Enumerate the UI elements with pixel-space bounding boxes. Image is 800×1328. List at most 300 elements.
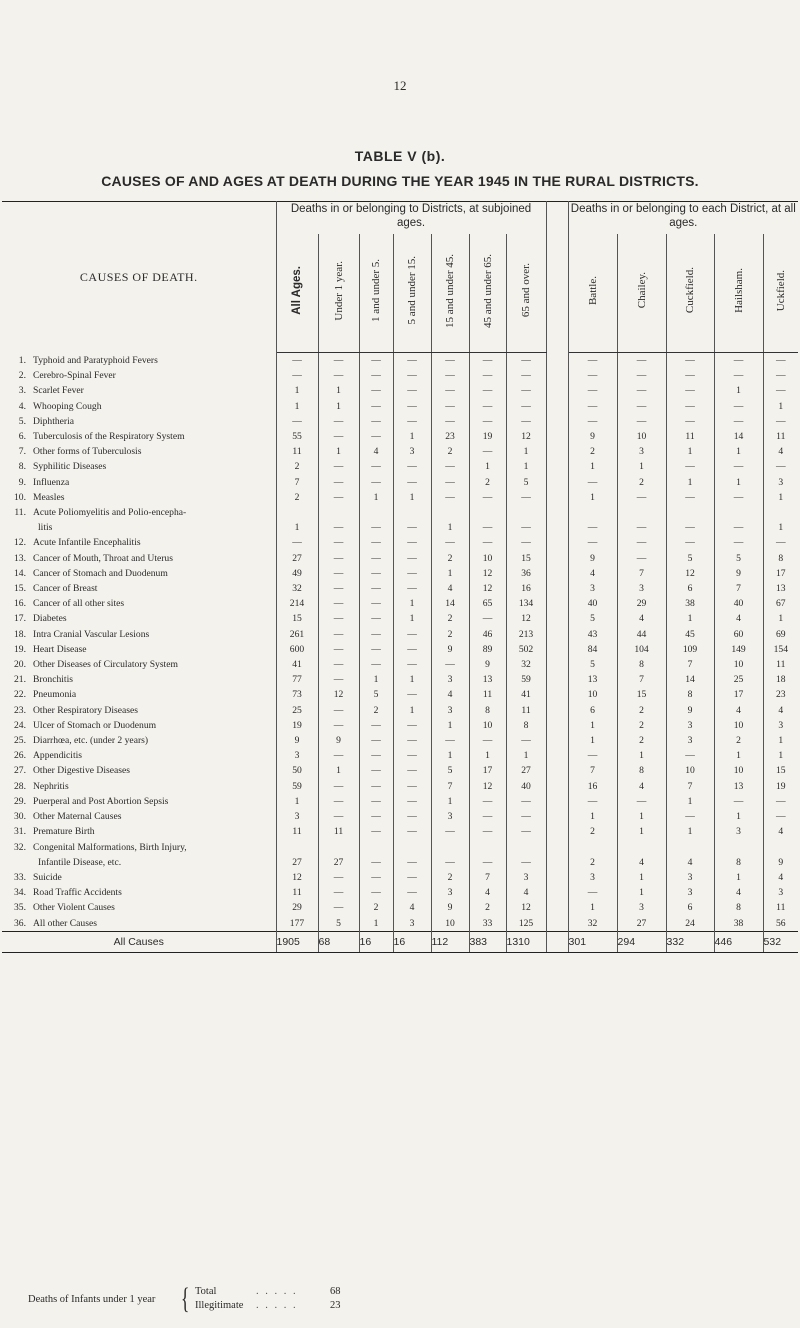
gap-cell <box>546 763 568 778</box>
value-cell: — <box>393 535 431 550</box>
value-cell: 1 <box>666 444 714 459</box>
value-cell: — <box>469 368 506 383</box>
cause-cell <box>2 383 276 398</box>
value-cell: 8 <box>778 552 784 564</box>
table-row <box>2 900 798 915</box>
value-cell: 2 <box>431 551 469 566</box>
cause-name: Premature Birth <box>33 826 95 838</box>
value-cell: — <box>359 870 393 885</box>
table-row <box>2 368 798 383</box>
table-row <box>2 581 798 596</box>
value-cell: 11 <box>666 429 714 444</box>
cause-name: Measles <box>33 491 65 503</box>
value-cell: 1 <box>431 505 469 535</box>
value-cell: 12 <box>318 687 359 702</box>
value-cell: 14 <box>666 672 714 687</box>
value-cell: 6 <box>666 581 714 596</box>
row-number: 34. <box>14 887 26 899</box>
value-cell: 3 <box>506 870 546 885</box>
gap-cell <box>546 824 568 839</box>
value-cell: 3 <box>393 916 431 932</box>
cause-cell <box>2 414 276 429</box>
value-cell: 25 <box>714 672 763 687</box>
value-cell: 1 <box>778 400 784 412</box>
value-cell: 1 <box>617 824 666 839</box>
table-row <box>2 794 798 809</box>
hailsham-header: Hailsham. <box>714 234 763 353</box>
value-cell: 1 <box>318 763 359 778</box>
value-cell: — <box>568 505 617 535</box>
value-cell: 12 <box>469 779 506 794</box>
value-cell: 2 <box>568 444 617 459</box>
table-row <box>2 763 798 778</box>
value-cell: 3 <box>778 476 784 488</box>
value-cell: 2 <box>276 490 318 505</box>
table-row <box>2 748 798 763</box>
cause-cell <box>2 779 276 794</box>
row-number: 16. <box>14 598 26 610</box>
value-cell: 1 <box>778 491 784 503</box>
value-cell: 6 <box>568 703 617 718</box>
value-cell: 4 <box>431 581 469 596</box>
value-cell: 1 <box>617 809 666 824</box>
row-number: 26. <box>14 750 26 762</box>
value-cell: 11 <box>776 659 786 671</box>
row-number: 29. <box>14 795 26 807</box>
value-cell: 8 <box>666 687 714 702</box>
value-cell: — <box>431 824 469 839</box>
value-cell: 19 <box>469 429 506 444</box>
value-cell: 10 <box>431 916 469 932</box>
value-cell: — <box>393 475 431 490</box>
value-cell: — <box>617 505 666 535</box>
value-cell: — <box>506 399 546 414</box>
value-cell: — <box>318 459 359 474</box>
table-row <box>2 657 798 672</box>
value-cell: — <box>393 824 431 839</box>
value-cell: 2 <box>568 840 617 870</box>
value-cell: 45 <box>666 627 714 642</box>
value-cell: — <box>617 490 666 505</box>
value-cell: 5 <box>506 475 546 490</box>
cause-cell <box>2 399 276 414</box>
cause-cell <box>2 596 276 611</box>
value-cell: 12 <box>506 429 546 444</box>
value-cell: 2 <box>359 900 393 915</box>
cause-name: All other Causes <box>33 917 97 929</box>
value-cell: — <box>431 840 469 870</box>
row-number: 36. <box>14 917 26 929</box>
value-cell: 84 <box>568 642 617 657</box>
value-cell: 24 <box>666 916 714 932</box>
table-row <box>2 733 798 748</box>
total-cell: 1905 <box>276 931 318 952</box>
value-cell: 7 <box>276 475 318 490</box>
value-cell: — <box>775 385 786 397</box>
value-cell: 11 <box>318 824 359 839</box>
table-title: TABLE V (b). <box>354 148 446 164</box>
value-cell: — <box>359 824 393 839</box>
value-cell: 38 <box>714 916 763 932</box>
value-cell: 1 <box>778 750 784 762</box>
value-cell: 4 <box>568 566 617 581</box>
value-cell: — <box>359 399 393 414</box>
value-cell: 7 <box>714 581 763 596</box>
value-cell: 1 <box>714 444 763 459</box>
value-cell: — <box>666 383 714 398</box>
value-cell: — <box>666 414 714 429</box>
value-cell: — <box>359 840 393 870</box>
value-cell: 5 <box>714 551 763 566</box>
row-number: 33. <box>14 871 26 883</box>
value-cell: — <box>276 414 318 429</box>
cause-cell <box>2 687 276 702</box>
cause-cell <box>2 809 276 824</box>
value-cell: 8 <box>617 657 666 672</box>
cause-name: Other Maternal Causes <box>33 811 122 823</box>
value-cell: — <box>666 353 714 369</box>
value-cell: 11 <box>776 902 786 914</box>
value-cell: — <box>318 475 359 490</box>
ages-group-header: Deaths in or belonging to Districts, at subjoined ages. <box>276 202 546 235</box>
value-cell: 12 <box>506 611 546 626</box>
value-cell: — <box>393 779 431 794</box>
row-number: 24. <box>14 719 26 731</box>
value-cell: — <box>431 459 469 474</box>
total-cell: 112 <box>431 931 469 952</box>
value-cell: — <box>714 794 763 809</box>
total-cell: 1310 <box>506 931 546 952</box>
value-cell: 27 <box>276 840 318 870</box>
value-cell: 11 <box>506 703 546 718</box>
value-cell: 1 <box>393 672 431 687</box>
value-cell: — <box>775 461 786 473</box>
value-cell: 4 <box>714 703 763 718</box>
row-number: 3. <box>18 385 26 397</box>
value-cell: 19 <box>276 718 318 733</box>
table-row <box>2 383 798 398</box>
value-cell: 104 <box>617 642 666 657</box>
gap-cell <box>546 475 568 490</box>
cause-cell <box>2 763 276 778</box>
value-cell: 2 <box>431 444 469 459</box>
value-cell: 9 <box>666 703 714 718</box>
value-cell: 17 <box>469 763 506 778</box>
value-cell: 9 <box>778 856 784 868</box>
value-cell: 214 <box>276 596 318 611</box>
gap-cell <box>546 566 568 581</box>
value-cell: 10 <box>714 657 763 672</box>
value-cell: 4 <box>617 779 666 794</box>
cause-name: Bronchitis <box>33 674 73 686</box>
value-cell: 1 <box>617 748 666 763</box>
gap-cell <box>546 794 568 809</box>
value-cell: 13 <box>568 672 617 687</box>
table-row <box>2 627 798 642</box>
cause-cell <box>2 657 276 672</box>
value-cell: — <box>469 840 506 870</box>
cause-cell <box>2 490 276 505</box>
value-cell: — <box>393 642 431 657</box>
value-cell: 41 <box>276 657 318 672</box>
value-cell: 1 <box>666 611 714 626</box>
value-cell: 41 <box>506 687 546 702</box>
value-cell: — <box>506 353 546 369</box>
totals-label: All Causes <box>2 931 276 952</box>
value-cell: 2 <box>617 475 666 490</box>
value-cell: — <box>469 611 506 626</box>
value-cell: — <box>568 353 617 369</box>
value-cell: — <box>359 657 393 672</box>
row-number: 7. <box>18 446 26 458</box>
value-cell: 4 <box>714 885 763 900</box>
gap-cell <box>546 505 568 535</box>
value-cell: — <box>318 596 359 611</box>
value-cell: 1 <box>393 490 431 505</box>
value-cell: 3 <box>778 887 784 899</box>
infant-total-value: 68 <box>330 1286 341 1297</box>
cause-cell <box>2 718 276 733</box>
value-cell: 1 <box>714 475 763 490</box>
gap-cell <box>546 870 568 885</box>
value-cell: 17 <box>714 687 763 702</box>
value-cell: 16 <box>568 779 617 794</box>
value-cell: — <box>775 370 786 382</box>
districts-group-header: Deaths in or belonging to each District, at all ages. <box>570 203 796 229</box>
cause-name: Congenital Malformations, Birth Injury, <box>33 841 187 853</box>
value-cell: 177 <box>276 916 318 932</box>
value-cell: — <box>393 627 431 642</box>
value-cell: — <box>359 611 393 626</box>
value-cell: 43 <box>568 627 617 642</box>
cause-name: Acute Poliomyelitis and Polio-encepha- <box>33 507 187 519</box>
cause-cell <box>2 566 276 581</box>
value-cell: 3 <box>617 581 666 596</box>
value-cell: 7 <box>617 672 666 687</box>
value-cell: 10 <box>469 551 506 566</box>
gap-cell <box>546 733 568 748</box>
value-cell: — <box>318 870 359 885</box>
table-row <box>2 353 798 369</box>
value-cell: 9 <box>276 733 318 748</box>
value-cell: — <box>714 535 763 550</box>
value-cell: 1 <box>318 444 359 459</box>
cause-cell <box>2 611 276 626</box>
cause-name: Cerebro-Spinal Fever <box>33 370 116 382</box>
value-cell: 10 <box>666 763 714 778</box>
value-cell: 9 <box>431 900 469 915</box>
value-cell: 2 <box>714 733 763 748</box>
table-row <box>2 809 798 824</box>
value-cell: — <box>714 490 763 505</box>
row-number: 27. <box>14 765 26 777</box>
cause-name-continued: Infantile Disease, etc. <box>38 856 122 868</box>
value-cell: — <box>469 399 506 414</box>
value-cell: 44 <box>617 627 666 642</box>
gap-cell <box>546 672 568 687</box>
cause-name: Whooping Cough <box>33 400 102 412</box>
table-row <box>2 596 798 611</box>
row-number: 15. <box>14 583 26 595</box>
value-cell: — <box>431 399 469 414</box>
value-cell: — <box>506 490 546 505</box>
value-cell: — <box>359 566 393 581</box>
value-cell: 14 <box>431 596 469 611</box>
cause-name: Road Traffic Accidents <box>33 887 122 899</box>
value-cell: — <box>393 505 431 535</box>
value-cell: 9 <box>469 657 506 672</box>
value-cell: 1 <box>714 383 763 398</box>
value-cell: 1 <box>617 459 666 474</box>
causes-table <box>2 201 798 953</box>
value-cell: — <box>393 459 431 474</box>
row-number: 6. <box>18 431 26 443</box>
value-cell: 4 <box>778 871 784 883</box>
value-cell: — <box>666 748 714 763</box>
cause-name: Cancer of Breast <box>33 583 98 595</box>
value-cell: 1 <box>666 824 714 839</box>
value-cell: — <box>568 748 617 763</box>
total-cell: 68 <box>318 931 359 952</box>
value-cell: — <box>393 748 431 763</box>
value-cell: — <box>359 353 393 369</box>
value-cell: 1 <box>506 748 546 763</box>
value-cell: — <box>393 718 431 733</box>
value-cell: — <box>393 414 431 429</box>
gap-cell <box>546 748 568 763</box>
65-over-header: 65 and over. <box>506 234 546 353</box>
all-ages-header: All Ages. <box>276 234 318 353</box>
value-cell: — <box>617 551 666 566</box>
value-cell: — <box>469 383 506 398</box>
value-cell: 3 <box>617 444 666 459</box>
value-cell: — <box>359 551 393 566</box>
value-cell: 3 <box>617 900 666 915</box>
value-cell: 3 <box>568 870 617 885</box>
value-cell: — <box>393 687 431 702</box>
gap-cell <box>546 459 568 474</box>
value-cell: 2 <box>617 733 666 748</box>
gap-cell <box>546 809 568 824</box>
row-number: 17. <box>14 613 26 625</box>
table-row <box>2 611 798 626</box>
value-cell: 1 <box>568 900 617 915</box>
cause-name: Other Respiratory Diseases <box>33 704 138 716</box>
table-row <box>2 414 798 429</box>
value-cell: 67 <box>775 598 786 610</box>
value-cell: 1 <box>666 475 714 490</box>
value-cell: 1 <box>469 459 506 474</box>
value-cell: 7 <box>666 779 714 794</box>
value-cell: 38 <box>666 596 714 611</box>
value-cell: 12 <box>276 870 318 885</box>
cause-cell <box>2 444 276 459</box>
value-cell: 1 <box>506 444 546 459</box>
table-subtitle: CAUSES OF AND AGES AT DEATH DURING THE YEAR 1945 IN THE RURAL DISTRICTS. <box>101 173 699 189</box>
value-cell: — <box>393 551 431 566</box>
value-cell: 1 <box>393 429 431 444</box>
cause-name: Other Diseases of Circulatory System <box>33 659 178 671</box>
table-row <box>2 535 798 550</box>
value-cell: 1 <box>778 613 784 625</box>
gap-cell <box>546 551 568 566</box>
value-cell: 1 <box>617 870 666 885</box>
value-cell: — <box>506 383 546 398</box>
table-row <box>2 551 798 566</box>
cause-name: Cancer of Stomach and Duodenum <box>33 567 168 579</box>
total-cell: 301 <box>568 931 617 952</box>
value-cell: 89 <box>469 642 506 657</box>
value-cell: 1 <box>276 383 318 398</box>
value-cell: — <box>318 642 359 657</box>
value-cell: — <box>666 505 714 535</box>
value-cell: 3 <box>714 824 763 839</box>
value-cell: 4 <box>778 704 784 716</box>
uckfield-header: Uckfield. <box>763 234 798 353</box>
table-row <box>2 824 798 839</box>
value-cell: 10 <box>714 763 763 778</box>
row-number: 25. <box>14 735 26 747</box>
value-cell: — <box>431 353 469 369</box>
value-cell: — <box>359 459 393 474</box>
row-number: 5. <box>18 415 26 427</box>
value-cell: 13 <box>775 583 786 595</box>
table-row <box>2 642 798 657</box>
value-cell: — <box>393 794 431 809</box>
value-cell: 1 <box>506 459 546 474</box>
value-cell: — <box>469 824 506 839</box>
value-cell: — <box>469 505 506 535</box>
value-cell: 16 <box>506 581 546 596</box>
cause-cell <box>2 794 276 809</box>
value-cell: — <box>714 353 763 369</box>
cause-name: Tuberculosis of the Respiratory System <box>33 431 185 443</box>
row-number: 22. <box>14 689 26 701</box>
value-cell: — <box>359 414 393 429</box>
value-cell: — <box>318 368 359 383</box>
value-cell: 27 <box>318 840 359 870</box>
cause-name: Pneumonia <box>33 689 77 701</box>
value-cell: 40 <box>568 596 617 611</box>
value-cell: 1 <box>431 748 469 763</box>
cause-cell <box>2 916 276 932</box>
value-cell: — <box>359 505 393 535</box>
cause-name: Acute Infantile Encephalitis <box>33 537 141 549</box>
value-cell: 2 <box>359 703 393 718</box>
dot-leader: . . . . . <box>256 1300 298 1311</box>
cause-cell <box>2 840 276 870</box>
value-cell: — <box>393 809 431 824</box>
gap-cell <box>546 900 568 915</box>
value-cell: 11 <box>276 824 318 839</box>
value-cell: 73 <box>276 687 318 702</box>
value-cell: — <box>617 535 666 550</box>
row-number: 11. <box>14 507 26 519</box>
cause-name: Diarrhœa, etc. (under 2 years) <box>33 735 149 747</box>
value-cell: — <box>469 535 506 550</box>
total-cell: 383 <box>469 931 506 952</box>
value-cell: — <box>359 627 393 642</box>
value-cell: 9 <box>568 551 617 566</box>
value-cell: — <box>393 566 431 581</box>
value-cell: 1 <box>778 735 784 747</box>
value-cell: 27 <box>276 551 318 566</box>
value-cell: 50 <box>276 763 318 778</box>
value-cell: — <box>431 490 469 505</box>
value-cell: 13 <box>469 672 506 687</box>
cause-cell <box>2 870 276 885</box>
total-cell: 532 <box>763 931 798 952</box>
